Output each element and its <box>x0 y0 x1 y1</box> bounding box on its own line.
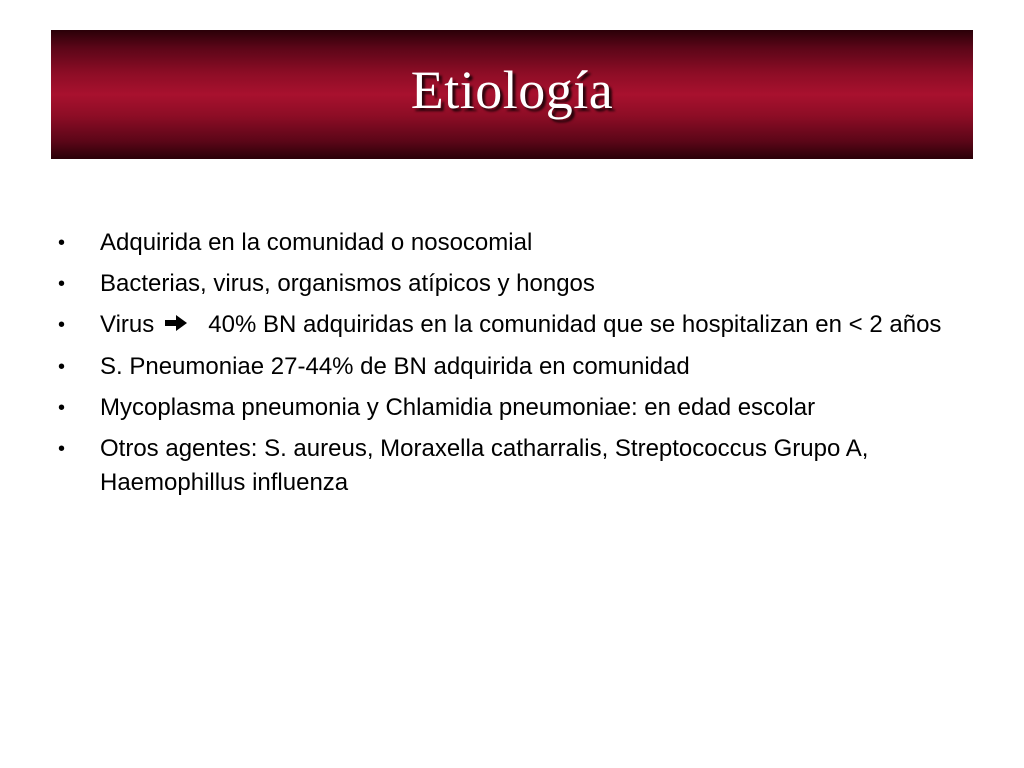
bullet-item <box>56 432 956 500</box>
bullet-text: Mycoplasma pneumonia y Chlamidia pneumoniae: en edad escolar <box>100 394 816 421</box>
bullet-item <box>56 391 956 425</box>
bullet-glyph: • <box>58 314 66 336</box>
bullet-text: Bacterias, virus, organismos atípicos y hongos <box>100 270 595 297</box>
bullet-text: 40% BN adquiridas en la comunidad que se hospitalizan en < 2 años <box>208 311 942 338</box>
bullet-list <box>56 226 956 507</box>
bullet-text: Adquirida en la comunidad o nosocomial <box>100 229 533 256</box>
bullet-item <box>56 350 956 384</box>
bullet-text: S. Pneumoniae 27-44% de BN adquirida en comunidad <box>100 353 690 380</box>
right-arrow-icon <box>164 309 188 343</box>
bullet-glyph: • <box>58 397 66 419</box>
bullet-glyph: • <box>58 232 66 254</box>
bullet-glyph: • <box>58 273 66 295</box>
bullet-text: Otros agentes: S. aureus, Moraxella catharralis, Streptococcus Grupo A, Haemophillus influenza <box>100 435 869 496</box>
bullet-item <box>56 308 956 343</box>
bullet-text-lead: Virus <box>100 311 155 338</box>
title-banner <box>51 30 973 159</box>
bullet-item <box>56 226 956 260</box>
slide-title: Etiología <box>410 59 614 120</box>
bullet-item <box>56 267 956 301</box>
bullet-glyph: • <box>58 356 66 378</box>
bullet-glyph: • <box>58 438 66 460</box>
